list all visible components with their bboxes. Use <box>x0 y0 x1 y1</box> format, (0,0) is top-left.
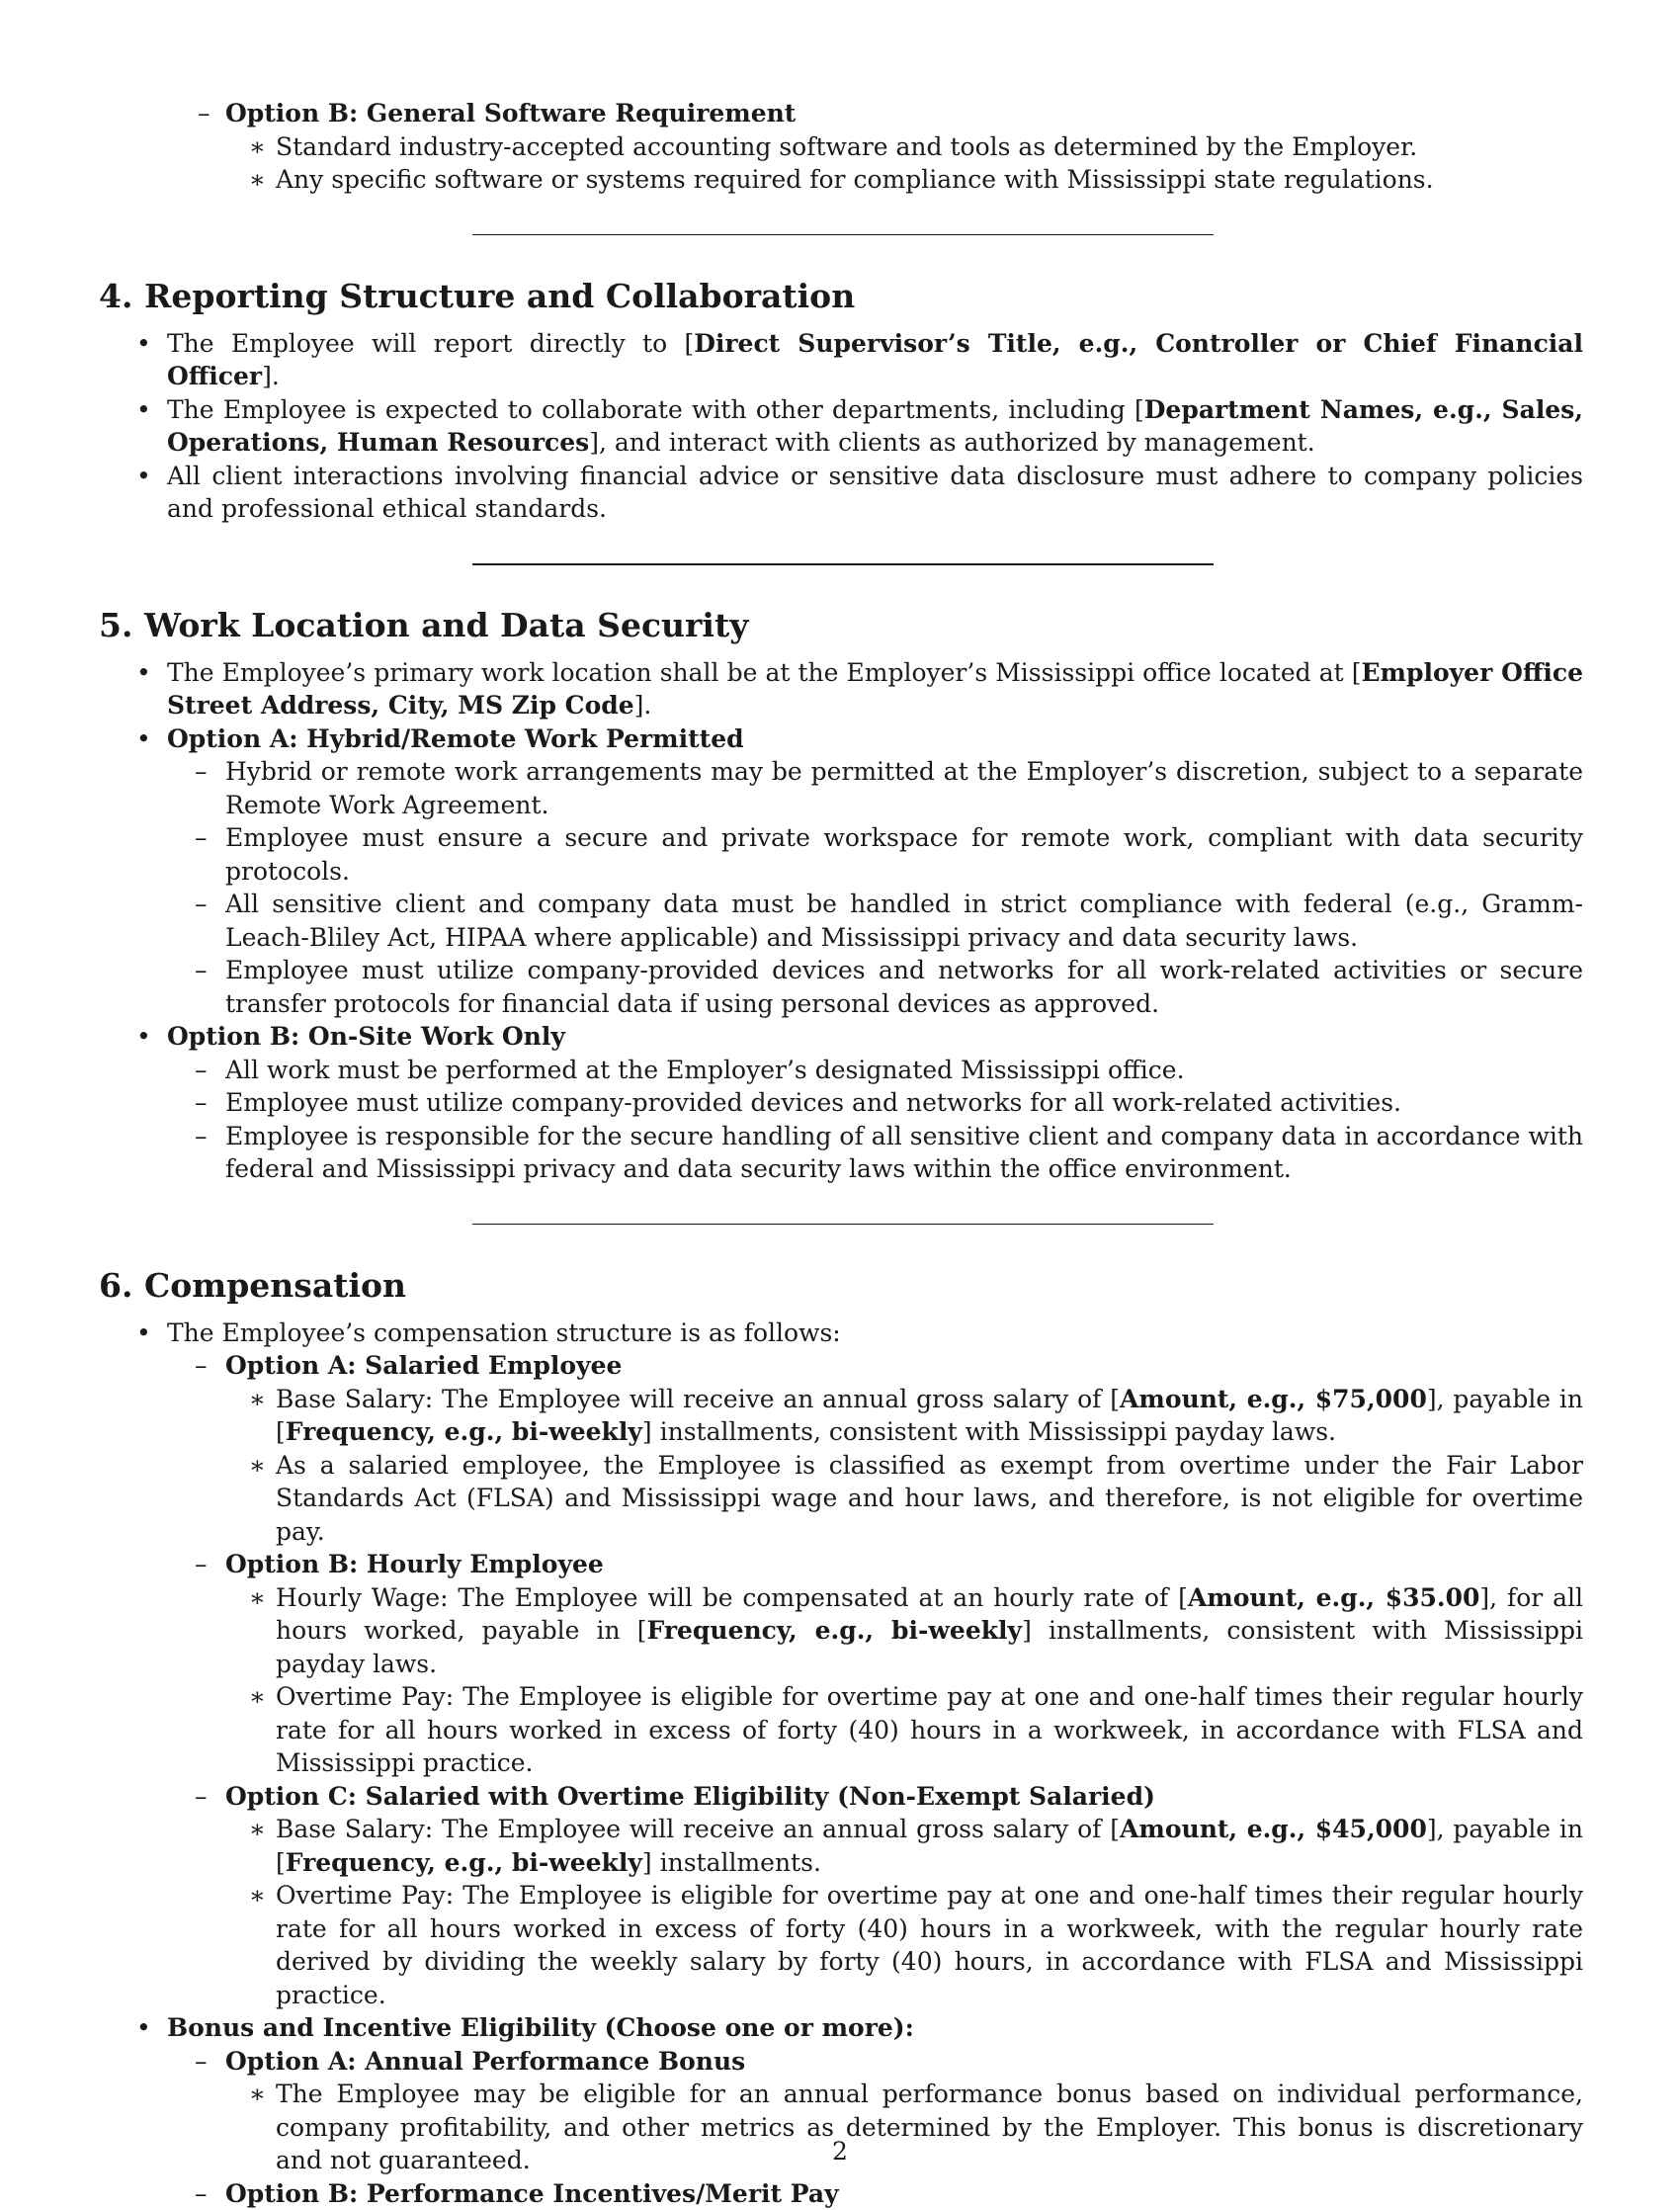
section-6-list <box>99 1317 1583 2210</box>
list-item: ∗ Overtime Pay: The Employee is eligible for overtime pay at one and one-half times their regular hourly rate for all hours worked in excess of forty (40) hours in a workweek, with the regular hourly rate derived by dividing the weekly salary by forty (40) hours, in accordance with FLSA and Mississippi practice. <box>225 1879 1583 2011</box>
section-title: Reporting Structure and Collaboration <box>144 276 855 317</box>
option-b-onsite-list <box>167 1054 1583 1186</box>
option-b-software-title: Option B: General Software Requirement <box>225 97 1583 130</box>
list-item <box>99 1020 1583 1186</box>
list-item <box>167 1548 1583 1780</box>
list-item <box>99 2011 1583 2210</box>
list-item: ∗ Any specific software or systems required for compliance with Mississippi state regulations. <box>225 163 1583 197</box>
option-b-items <box>225 1581 1583 1780</box>
list-item: ∗ Overtime Pay: The Employee is eligible for overtime pay at one and one-half times their regular hourly rate for all hours worked in excess of forty (40) hours in a workweek, in accordance with FLSA and Mississippi practice. <box>225 1680 1583 1780</box>
option-b-onsite-title: • Option B: On-Site Work Only <box>167 1020 1583 1054</box>
page-number: 2 <box>0 2135 1680 2168</box>
list-item: – All work must be performed at the Employer’s designated Mississippi office. <box>167 1054 1583 1087</box>
software-list <box>99 130 1583 197</box>
section-3-option-b <box>99 97 1583 130</box>
section-number: 5. <box>99 605 144 646</box>
option-c-nonexempt-title: – Option C: Salaried with Overtime Eligibility (Non-Exempt Salaried) <box>225 1780 1583 1814</box>
option-a-salaried-title: – Option A: Salaried Employee <box>225 1349 1583 1383</box>
bonus-option-a-title: – Option A: Annual Performance Bonus <box>225 2045 1583 2079</box>
list-item: – Employee must utilize company-provided devices and networks for all work-related activities. <box>167 1086 1583 1120</box>
list-item: • The Employee’s primary work location shall be at the Employer’s Mississippi office located at [Employer Office Street Address, City, MS Zip Code]. <box>99 656 1583 722</box>
list-item: – Employee must utilize company-provided devices and networks for all work-related activities or secure transfer protocols for financial data if using personal devices as approved. <box>167 954 1583 1020</box>
list-item: • All client interactions involving financial advice or sensitive data disclosure must adhere to company policies and professional ethical standards. <box>99 460 1583 526</box>
option-a-remote-list <box>167 755 1583 1020</box>
section-4-heading <box>99 276 1583 317</box>
list-item: – Employee is responsible for the secure handling of all sensitive client and company data in accordance with federal and Mississippi privacy and data security laws within the office environment. <box>167 1120 1583 1186</box>
list-item <box>167 1780 1583 2012</box>
list-item: – Employee must ensure a secure and private workspace for remote work, compliant with data security protocols. <box>167 821 1583 888</box>
list-item: ∗ Base Salary: The Employee will receive an annual gross salary of [Amount, e.g., $75,000], payable in [Frequency, e.g., bi-weekly] installments, consistent with Mississippi payday laws. <box>225 1383 1583 1449</box>
list-item: ∗ Base Salary: The Employee will receive an annual gross salary of [Amount, e.g., $45,000], payable in [Frequency, e.g., bi-weekly] installments. <box>225 1813 1583 1879</box>
option-c-items <box>225 1813 1583 2011</box>
option-b-hourly-title: – Option B: Hourly Employee <box>225 1548 1583 1581</box>
section-number: 6. <box>99 1265 144 1307</box>
list-item <box>167 2177 1583 2210</box>
list-item: – All sensitive client and company data must be handled in strict compliance with federal (e.g., Gramm-Leach-Bliley Act, HIPAA where applicable) and Mississippi privacy and data security laws. <box>167 888 1583 954</box>
compensation-intro: • The Employee’s compensation structure is as follows: <box>167 1317 1583 1350</box>
bonus-option-b-title: – Option B: Performance Incentives/Merit Pay <box>225 2177 1583 2210</box>
compensation-options <box>167 1349 1583 2011</box>
section-title: Compensation <box>144 1265 406 1307</box>
option-a-remote-title: • Option A: Hybrid/Remote Work Permitted <box>167 722 1583 756</box>
list-item: ∗ Hourly Wage: The Employee will be compensated at an hourly rate of [Amount, e.g., $35.00], for all hours worked, payable in [Frequency, e.g., bi-weekly] installments, consistent with Mississippi payday laws. <box>225 1581 1583 1681</box>
section-5-heading <box>99 605 1583 646</box>
list-item: • The Employee will report directly to [Direct Supervisor’s Title, e.g., Controller or Chief Financial Officer]. <box>99 327 1583 393</box>
list-item: ∗ As a salaried employee, the Employee is classified as exempt from overtime under the Fair Labor Standards Act (FLSA) and Mississippi wage and hour laws, and therefore, is not eligible for overtime pay. <box>225 1449 1583 1549</box>
section-5-list <box>99 656 1583 1186</box>
list-item: • The Employee is expected to collaborate with other departments, including [Department Names, e.g., Sales, Operations, Human Resources], and interact with clients as authorized by management. <box>99 393 1583 460</box>
section-title: Work Location and Data Security <box>144 605 748 646</box>
bonus-title: • Bonus and Incentive Eligibility (Choose one or more): <box>167 2011 1583 2045</box>
list-item <box>167 1349 1583 1548</box>
document-page <box>99 97 1583 2210</box>
list-item: – Hybrid or remote work arrangements may be permitted at the Employer’s discretion, subject to a separate Remote Work Agreement. <box>167 755 1583 821</box>
option-a-items <box>225 1383 1583 1549</box>
dash-marker: – <box>198 97 210 130</box>
section-6-heading <box>99 1265 1583 1307</box>
section-4-list <box>99 327 1583 526</box>
list-item <box>99 1317 1583 2012</box>
bonus-options <box>167 2045 1583 2210</box>
list-item: ∗ Standard industry-accepted accounting software and tools as determined by the Employer. <box>225 130 1583 164</box>
list-item: ∗ The Employee may be eligible for an annual performance bonus based on individual performance, company profitability, and other metrics as determined by the Employer. This bonus is discretionary and not guaranteed. <box>225 2078 1583 2177</box>
list-item <box>99 722 1583 1021</box>
section-number: 4. <box>99 276 144 317</box>
